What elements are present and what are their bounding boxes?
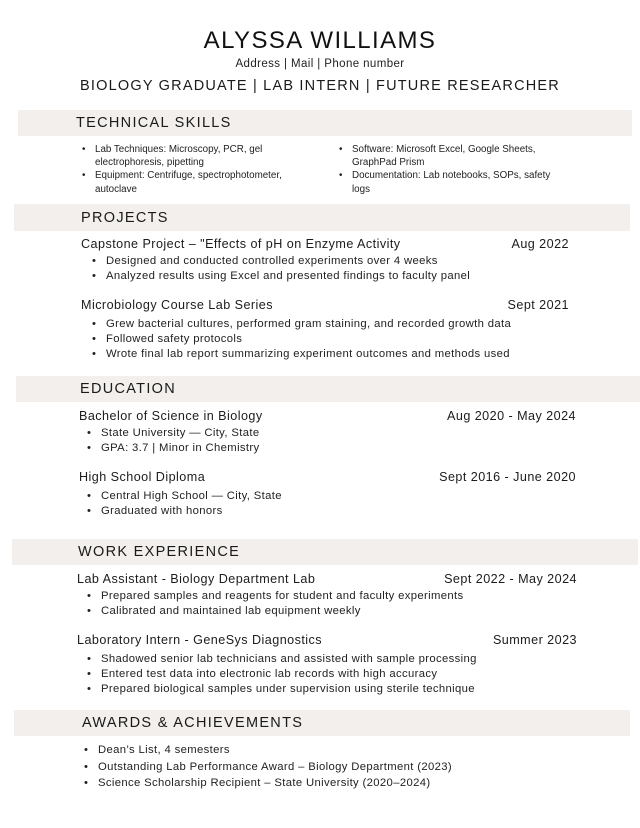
entry-title: Bachelor of Science in Biology [79, 409, 263, 423]
entry-title: Microbiology Course Lab Series [81, 298, 273, 312]
entry-title: High School Diploma [79, 470, 206, 484]
bullet-item: • Designed and conducted controlled experiments over 4 weeks [91, 254, 470, 269]
bullet-item: • Prepared samples and reagents for student and faculty experiments [86, 589, 463, 604]
bullet-item: • Entered test data into electronic lab records with high accuracy [86, 667, 477, 682]
skill-item: • Lab Techniques: Microscopy, PCR, gel electrophoresis, pipetting [81, 143, 296, 169]
section-title: EDUCATION [80, 381, 177, 397]
award-item: • Dean’s List, 4 semesters [83, 742, 452, 759]
entry-bullets [86, 426, 260, 456]
entry-bullets [86, 489, 282, 519]
awards-list [83, 742, 452, 792]
bullet-item: • GPA: 3.7 | Minor in Chemistry [86, 441, 260, 456]
bullet-item: • Graduated with honors [86, 504, 282, 519]
entry-bullets [91, 317, 511, 362]
bullet-item: • Calibrated and maintained lab equipment weekly [86, 604, 463, 619]
award-item: • Outstanding Lab Performance Award – Biology Department (2023) [83, 759, 452, 776]
section-title: PROJECTS [81, 209, 169, 226]
bullet-item: • Shadowed senior lab technicians and assisted with sample processing [86, 652, 477, 667]
bullet-item: • Grew bacterial cultures, performed gram staining, and recorded growth data [91, 317, 511, 332]
section-title: WORK EXPERIENCE [78, 544, 241, 560]
entry-date: Summer 2023 [492, 633, 577, 647]
candidate-name: ALYSSA WILLIAMS [203, 27, 437, 54]
entry-title: Lab Assistant - Biology Department Lab [77, 572, 316, 586]
entry-date: Aug 2022 [511, 237, 569, 251]
bullet-item: • Central High School — City, State [86, 489, 282, 504]
section-header-work-experience [12, 539, 638, 565]
entry-bullets [86, 652, 477, 697]
entry-bullets [86, 589, 463, 619]
bullet-item: • Wrote final lab report summarizing experiment outcomes and methods used [91, 347, 511, 362]
bullet-item: • Analyzed results using Excel and presented findings to faculty panel [91, 269, 470, 284]
section-title: AWARDS & ACHIEVEMENTS [82, 715, 304, 731]
skill-item: • Software: Microsoft Excel, Google Sheets, GraphPad Prism [338, 143, 568, 169]
bullet-item: • Followed safety protocols [91, 332, 511, 347]
section-header-technical-skills [18, 110, 632, 136]
bullet-item: • State University — City, State [86, 426, 260, 441]
skills-list-right [338, 143, 568, 196]
contact-line: Address | Mail | Phone number [235, 58, 405, 70]
section-header-education [16, 376, 640, 402]
entry-title: Laboratory Intern - GeneSys Diagnostics [77, 633, 323, 647]
section-header-projects [14, 204, 630, 231]
bullet-item: • Prepared biological samples under supervision using sterile technique [86, 682, 477, 697]
section-title: TECHNICAL SKILLS [76, 115, 232, 131]
entry-bullets [91, 254, 470, 284]
entry-title: Capstone Project – "Effects of pH on Enzyme Activity [81, 237, 401, 251]
entry-date: Aug 2020 - May 2024 [447, 409, 576, 423]
skill-item: • Documentation: Lab notebooks, SOPs, safety logs [338, 169, 568, 195]
entry-date: Sept 2022 - May 2024 [444, 572, 577, 586]
entry-date: Sept 2021 [507, 298, 569, 312]
skill-item: • Equipment: Centrifuge, spectrophotometer, autoclave [81, 169, 296, 195]
entry-date: Sept 2016 - June 2020 [439, 470, 576, 484]
tagline: BIOLOGY GRADUATE | LAB INTERN | FUTURE RESEARCHER [80, 78, 560, 94]
skills-list-left [81, 143, 296, 196]
section-header-awards [14, 710, 630, 736]
award-item: • Science Scholarship Recipient – State University (2020–2024) [83, 775, 452, 792]
